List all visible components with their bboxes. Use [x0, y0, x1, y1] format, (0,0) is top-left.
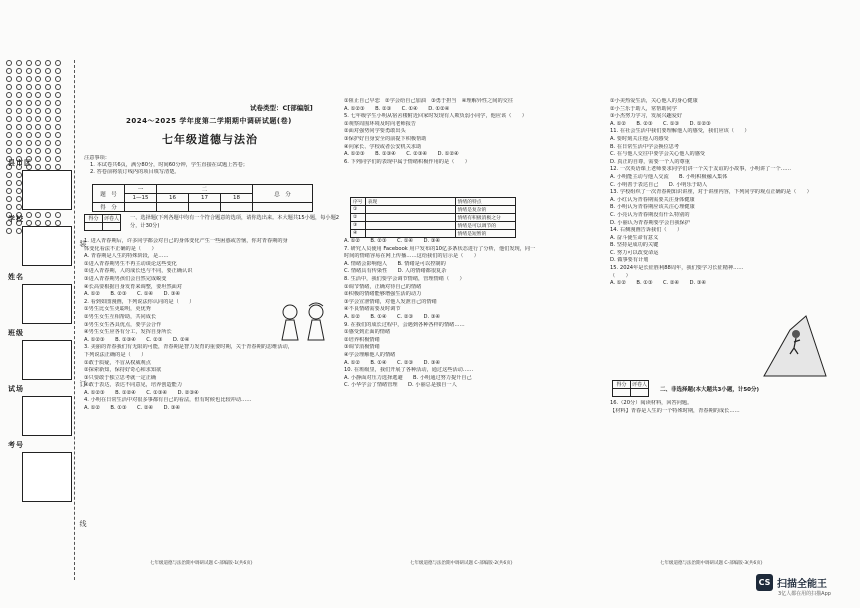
answer-bubble[interactable]	[45, 108, 51, 114]
answer-bubble[interactable]	[55, 212, 61, 218]
score-cell[interactable]	[253, 203, 313, 212]
question-line: ③进入青春期男孩们会自然完成蜕变	[84, 275, 167, 282]
answer-bubble[interactable]	[16, 108, 22, 114]
question-line: ①小美热爱生活，关心他人的身心健康	[610, 98, 698, 104]
boy-girl-cartoon	[272, 302, 334, 342]
grader-label: 评卷人	[631, 382, 647, 388]
score-cell[interactable]	[221, 203, 253, 212]
question-line: ①男生比女生更聪明，更优秀	[84, 306, 151, 313]
answer-bubble[interactable]	[45, 132, 51, 138]
question-line: D. 真正的自尊，需要一个人的尊重	[610, 158, 690, 165]
answer-bubble[interactable]	[16, 124, 22, 130]
watermark-name: 扫描全能王	[777, 579, 827, 590]
question-line: D. 小丽认为青春期要学会自我保护	[610, 219, 690, 226]
question-line: A. ①② B. ①④ C. ②③ D. ③④	[344, 359, 441, 366]
question-line: ③小杰努力学习，发展兴趣爱好	[610, 113, 683, 120]
answer-bubble[interactable]	[6, 228, 12, 234]
table-cell: ④	[351, 230, 366, 238]
watermark-sub: 3亿人都在用的扫描App	[778, 591, 831, 597]
answer-bubble[interactable]	[16, 60, 22, 66]
question-line: ④不良情绪需要及时调节	[344, 306, 401, 313]
answer-bubble[interactable]	[16, 148, 22, 154]
score-cell[interactable]	[189, 203, 221, 212]
answer-bubble[interactable]	[35, 140, 41, 146]
col3-questions	[610, 98, 855, 288]
answer-bubble[interactable]	[26, 76, 32, 82]
grader-label: 评卷人	[103, 216, 119, 222]
answer-bubble[interactable]	[35, 124, 41, 130]
question-line: 6. 下列同学们的表现中属于情绪积极作用的是（ ）	[344, 158, 470, 165]
answer-bubble[interactable]	[35, 116, 41, 122]
score-sub-cell: 17	[189, 194, 221, 203]
answer-bubble[interactable]	[6, 124, 12, 130]
answer-bubble[interactable]	[35, 156, 41, 162]
answer-bubble[interactable]	[6, 180, 12, 186]
answer-bubble[interactable]	[35, 148, 41, 154]
table-cell	[365, 206, 455, 214]
question-line: 1. 进入青春期后，许多同学都会对自己的身体变化产生一些困惑或苦恼，你对青春期的身	[84, 238, 288, 244]
paper-year: 2024～2025 学年度第二学期期中调研试题(卷)	[126, 117, 292, 125]
question-line: 14. 右侧漫画告诉我们（ ）	[610, 227, 683, 234]
answer-bubble[interactable]	[35, 108, 41, 114]
section1-title: 一、选择题(下列各题中均有一个符合题意的选项，请你选出来。本大题共15小题，每小题2分，计30分)	[130, 215, 340, 229]
answer-bubble[interactable]	[26, 124, 32, 130]
question-line: C. 小亮认为青春期没有什么特别的	[610, 211, 690, 218]
notes-item: 2. 答卷前将装订线内的项目填写清楚。	[90, 169, 180, 175]
question-line: A. 要时刻关注他人的感受	[610, 135, 669, 142]
question-line: C. 努力可以改变命运	[610, 249, 659, 256]
table-cell: 情绪是可以调节的	[455, 222, 515, 230]
score-sub-cell: 1—15	[125, 194, 157, 203]
question-line: ③只要敢于独立思考就一定正确	[84, 374, 157, 381]
binding-text-3: 线	[79, 520, 87, 527]
page-footer-1: 七年级道德与法治期中调研试题 C-部编版-1(共6页)	[150, 561, 253, 566]
question-line: ③调节消极情绪	[344, 344, 380, 351]
question-line: 4. 小明在日常生活中对很多事都有自己的看法，但有时候也比较冲动……	[84, 397, 252, 404]
question-line: 10. 在班级里，我们开展了各种活动，通过这些活动……	[344, 367, 474, 374]
question-line: A. 小红认为青春期需要关注身体健康	[610, 196, 695, 203]
question-line: 体变化看法不正确的是（ ）	[84, 245, 157, 252]
answer-bubble[interactable]	[45, 92, 51, 98]
question-line: A. ①②③ B. ①③④ C. ②③ D. ②④	[84, 336, 190, 343]
question-line: ④学会理解他人的情绪	[344, 351, 396, 358]
table-cell: 情绪是短暂的	[455, 230, 515, 238]
answer-bubble[interactable]	[6, 132, 12, 138]
answer-bubble[interactable]	[35, 60, 41, 66]
answer-bubble[interactable]	[35, 100, 41, 106]
question-line: A. ①② B. ②③ C. ①③ D. ①②③	[610, 120, 711, 127]
notes-item: 1. 本试卷共6页，满分80分，时间60分钟，学生直接在试题上答卷；	[90, 162, 248, 168]
question-line: C. 小明善于表达自己 D. 小明乐于助人	[610, 181, 708, 188]
school-box[interactable]	[22, 226, 72, 266]
question-line: ①进入青春期男生不再主动谈论这些变化	[84, 260, 177, 267]
answer-bubble[interactable]	[55, 108, 61, 114]
notes	[84, 155, 248, 176]
table-header-cell: 情绪的特点	[455, 198, 515, 206]
question-line: 5. 七年级学生小明从宿舍楼附近回家时发现有人欺负弱小同学，他应该（ ）	[344, 113, 527, 120]
question-line: 下列说法正确的是（ ）	[84, 351, 147, 358]
score-row-label: 得 分	[93, 203, 125, 212]
answer-bubble[interactable]	[55, 68, 61, 74]
answer-bubble[interactable]	[26, 148, 32, 154]
col2-questions	[344, 98, 606, 166]
emotion-table	[350, 197, 516, 238]
col2-questions-b	[344, 238, 606, 390]
binding-text-1: 装	[79, 240, 87, 247]
table-header-cell: 表现	[365, 198, 455, 206]
score-header-cell: 总 分	[253, 185, 313, 203]
answer-bubble[interactable]	[26, 140, 32, 146]
question-line: B. 坚持是成功的关键	[610, 242, 659, 249]
answer-bubble[interactable]	[6, 84, 12, 90]
answer-bubble[interactable]	[6, 108, 12, 114]
question-line: A. 青春期是人生的特殊阶段，是……	[84, 253, 169, 260]
question-line: 时间的情绪容易在网上传播……这给我们的启示是（ ）	[344, 253, 479, 260]
question-line: ④敢于表达，表达不同意见，培养创造能力	[84, 382, 183, 389]
answer-bubble[interactable]	[45, 124, 51, 130]
answer-bubble[interactable]	[6, 60, 12, 66]
answer-bubble[interactable]	[45, 100, 51, 106]
answer-bubble[interactable]	[6, 188, 12, 194]
question-line: A. ①② B. ②③ C. ①④ D. ③④	[84, 291, 181, 298]
grader-label: 得分	[613, 381, 631, 389]
question-line: A. ①② B. ①④ C. ②③ D. ③④	[344, 313, 441, 320]
question-line: D. 做事要有计划	[610, 257, 649, 264]
page-footer-3: 七年级道德与法治期中调研试题 C-部编版-3(共6页)	[660, 561, 763, 566]
notes-title: 注意事项：	[84, 155, 110, 161]
question-line: 2. 看到如图漫画，下列说法你认同的是（ ）	[84, 298, 195, 305]
answer-bubble[interactable]	[16, 76, 22, 82]
room-box[interactable]	[22, 396, 72, 436]
table-cell	[365, 222, 455, 230]
question-line: 8. 生活中，我们要学会调节情绪，管理情绪（ ）	[344, 275, 465, 282]
question-line: ①感受到正面的情绪	[344, 329, 391, 336]
question-line: 11. 在社会生活中我们要理解他人的感受，我们应该（ ）	[610, 128, 750, 135]
question-line: C. 情绪具有传染性 D. 人的情绪都很复杂	[344, 268, 447, 275]
answer-bubble[interactable]	[6, 204, 12, 210]
climbing-cartoon	[760, 310, 830, 380]
question-line: A. 小明能主动与他人交流 B. 小明积极融入集体	[610, 173, 728, 180]
answer-bubble[interactable]	[16, 180, 22, 186]
answer-bubble[interactable]	[16, 188, 22, 194]
question-line: 【材料】青春是人生的一个特殊时期，青春期的成长……	[610, 407, 740, 414]
label-room: 试场	[8, 385, 24, 393]
answer-bubble[interactable]	[16, 196, 22, 202]
answer-bubble[interactable]	[55, 156, 61, 162]
question-line: 12. 一次英语课上老师要求同学们讲一个关于友谊的小故事，小明讲了一个……	[610, 166, 792, 173]
binding-line	[74, 60, 75, 580]
answer-bubble[interactable]	[45, 212, 51, 218]
answer-bubble[interactable]	[26, 68, 32, 74]
answer-bubble[interactable]	[55, 148, 61, 154]
label-name: 姓名	[8, 273, 24, 281]
question-line: A. ①② B. ①③ C. ②④ D. ③④	[84, 405, 181, 412]
answer-bubble[interactable]	[16, 172, 22, 178]
answer-bubble[interactable]	[45, 156, 51, 162]
answer-bubble[interactable]	[26, 60, 32, 66]
score-header-cell: 题 号	[93, 185, 125, 203]
answer-bubble[interactable]	[55, 76, 61, 82]
score-header-cell: 二	[157, 185, 253, 194]
table-cell: ①	[351, 206, 366, 214]
answer-bubble[interactable]	[16, 116, 22, 122]
answer-bubble[interactable]	[6, 100, 12, 106]
question-line: ②积极的情绪能够增强生活的动力	[344, 291, 422, 298]
answer-bubble[interactable]	[16, 92, 22, 98]
question-line: 13. 学校组织了一次青春期知识讲座，对于讲座内容，下列同学的观点正确的是（ ）	[610, 189, 812, 196]
answer-bubble[interactable]	[45, 76, 51, 82]
question-line: A. ①②③ B. ①③④ C. ②③④ D. ①②④	[344, 151, 459, 158]
answer-bubble[interactable]	[6, 172, 12, 178]
exam-no-box[interactable]	[22, 452, 72, 502]
answer-bubble[interactable]	[16, 228, 22, 234]
question-line: A. ①②③ B. ②③ C. ①④ D. ①②④	[344, 105, 450, 112]
question-line: C. 小华学会了情绪管理 D. 小丽总是独自一人	[344, 382, 457, 389]
question-line: 16.（20分）阅读材料，回答问题。	[610, 400, 693, 406]
question-line: 7. 研究人员使用 Facebook 用户发布的10亿多条状态进行了分析，他们发现，同一	[344, 245, 536, 252]
name-box[interactable]	[22, 284, 72, 324]
page-footer-2: 七年级道德与法治期中调研试题 C-部编版-2(共6页)	[410, 561, 513, 566]
score-table	[92, 184, 313, 212]
question-line: A. 情绪会影响他人 B. 情绪是可以控制的	[344, 260, 446, 267]
col3-tail	[610, 400, 855, 415]
question-line: ④长高要根据自身发育来调整，要坦然面对	[84, 283, 183, 290]
answer-bubble[interactable]	[26, 84, 32, 90]
question-line: 15. 2024年是长征胜利88周年，我们要学习长征精神……	[610, 265, 744, 272]
answer-bubble[interactable]	[55, 132, 61, 138]
class-box[interactable]	[22, 340, 72, 380]
answer-bubble[interactable]	[45, 116, 51, 122]
table-header-cell: 序号	[351, 198, 366, 206]
label-school: 学校	[8, 215, 24, 223]
grader-cell[interactable]	[85, 223, 103, 231]
question-line: ③男生女生各具优点，要学会合作	[84, 321, 162, 328]
table-cell: 情绪是复杂的	[455, 206, 515, 214]
answer-bubble[interactable]	[55, 60, 61, 66]
question-line: A. ①② B. ①③ C. ②④ D. ③④	[610, 280, 707, 287]
score-cell[interactable]	[157, 203, 189, 212]
answer-bubble[interactable]	[35, 212, 41, 218]
answer-bubble[interactable]	[26, 212, 32, 218]
page-title: 七年级道德与法治	[162, 133, 258, 146]
question-line: ④男生女生应各有分工，发挥自身所长	[84, 329, 172, 336]
question-line: ①观察周围环境及时向老师报告	[344, 120, 417, 127]
question-line: ①阻止自己早恋 ②学会给自己加油 ③勇于担当 ④理解异性之间的交往	[344, 98, 514, 104]
answer-bubble[interactable]	[45, 84, 51, 90]
label-class: 班级	[8, 329, 24, 337]
answer-bubble[interactable]	[16, 204, 22, 210]
label-exam-no: 考号	[8, 441, 24, 449]
answer-bubble[interactable]	[6, 148, 12, 154]
answer-bubble[interactable]	[16, 100, 22, 106]
answer-bubble[interactable]	[6, 140, 12, 146]
answer-bubble[interactable]	[55, 84, 61, 90]
question-line: ③学会宣泄情绪，对他人发泄自己的情绪	[344, 298, 437, 305]
question-line: ②小兰乐于助人，常帮助同学	[610, 105, 677, 112]
answer-bubble[interactable]	[6, 68, 12, 74]
score-header-cell: 一	[125, 185, 157, 194]
grader-cell[interactable]	[631, 389, 649, 397]
label-county: 县市区	[8, 159, 32, 167]
answer-bubble[interactable]	[6, 76, 12, 82]
answer-bubble[interactable]	[26, 116, 32, 122]
answer-bubble[interactable]	[45, 68, 51, 74]
question-line: ②探索新知，保持好奇心和求知欲	[84, 367, 162, 374]
question-line: B. 小明认为青春期应该关注心理健康	[610, 204, 695, 211]
answer-bubble[interactable]	[26, 100, 32, 106]
table-cell: 情绪有积极消极之分	[455, 214, 515, 222]
table-cell: ③	[351, 222, 366, 230]
answer-bubble[interactable]	[35, 68, 41, 74]
answer-bubble[interactable]	[35, 92, 41, 98]
county-box[interactable]	[22, 170, 72, 210]
table-cell: ②	[351, 214, 366, 222]
answer-bubble[interactable]	[6, 92, 12, 98]
question-line: ④向家长、学校或者公安机关求助	[344, 143, 422, 150]
answer-bubble[interactable]	[6, 116, 12, 122]
question-line: ②培养积极情绪	[344, 336, 380, 343]
table-cell	[365, 230, 455, 238]
question-line: ①敢于质疑，不盲从权威观点	[84, 359, 151, 366]
answer-bubble[interactable]	[55, 116, 61, 122]
grader-label: 得分	[85, 215, 103, 223]
answer-bubble[interactable]	[35, 132, 41, 138]
score-sub-cell: 16	[157, 194, 189, 203]
answer-bubble[interactable]	[26, 132, 32, 138]
question-line: A. 小静面对压力选择逃避 B. 小明通过努力提升自己	[344, 374, 472, 381]
camscanner-logo-icon: CS	[756, 574, 773, 591]
answer-bubble[interactable]	[6, 196, 12, 202]
section2-title: 二、非选择题(本大题共3小题，计50分)	[660, 387, 760, 393]
answer-bubble[interactable]	[16, 68, 22, 74]
answer-bubble[interactable]	[45, 140, 51, 146]
question-line: 9. 在我们的成长过程中，会遇到各种各样的情绪……	[344, 321, 465, 328]
answer-bubble[interactable]	[26, 92, 32, 98]
answer-bubble[interactable]	[26, 108, 32, 114]
question-line: ①调节情绪，正确对待自己的情绪	[344, 283, 422, 290]
answer-bubble[interactable]	[55, 92, 61, 98]
question-line: ②面对强势同学要勇敢出头	[344, 128, 406, 135]
question-line: C. 在与他人交往中要学会关心他人的感受	[610, 151, 706, 158]
grader-table-2	[612, 380, 649, 397]
answer-bubble[interactable]	[55, 100, 61, 106]
question-line: ②进入青春期，人的成长也与不同，要正确认识	[84, 268, 193, 275]
question-line: （ ）	[610, 272, 631, 279]
question-line: A. ①②③ B. ①②④ C. ①③④ D. ②③④	[84, 389, 199, 396]
score-sub-cell: 18	[221, 194, 253, 203]
question-line: ③保护好自身安全的前提下积极帮助	[344, 135, 427, 142]
answer-bubble[interactable]	[16, 140, 22, 146]
answer-bubble[interactable]	[16, 132, 22, 138]
question-line: B. 在日常生活中学会换位思考	[610, 143, 680, 150]
binding-text-2: 订	[79, 380, 87, 387]
answer-bubble[interactable]	[45, 148, 51, 154]
answer-bubble[interactable]	[35, 84, 41, 90]
table-cell	[365, 214, 455, 222]
answer-bubble[interactable]	[55, 140, 61, 146]
score-cell[interactable]	[125, 203, 157, 212]
answer-bubble[interactable]	[35, 76, 41, 82]
answer-bubble[interactable]	[45, 60, 51, 66]
grader-table-1	[84, 214, 121, 231]
question-line: A. ①② B. ②③ C. ①④ D. ③④	[344, 238, 441, 244]
grader-cell[interactable]	[103, 223, 121, 231]
paper-type: 试卷类型：C[部编版]	[250, 104, 313, 112]
answer-bubble[interactable]	[16, 84, 22, 90]
grader-cell[interactable]	[613, 389, 631, 397]
question-line: 3. 美丽的青春我们有无限的可能，青春期是智力发育的重要时期，关于青春期的思维活动，	[84, 344, 293, 351]
question-line: ②男生女生互相帮助，共同成长	[84, 313, 157, 320]
answer-bubble[interactable]	[55, 124, 61, 130]
question-line: A. 奋斗使生命有意义	[610, 234, 659, 241]
